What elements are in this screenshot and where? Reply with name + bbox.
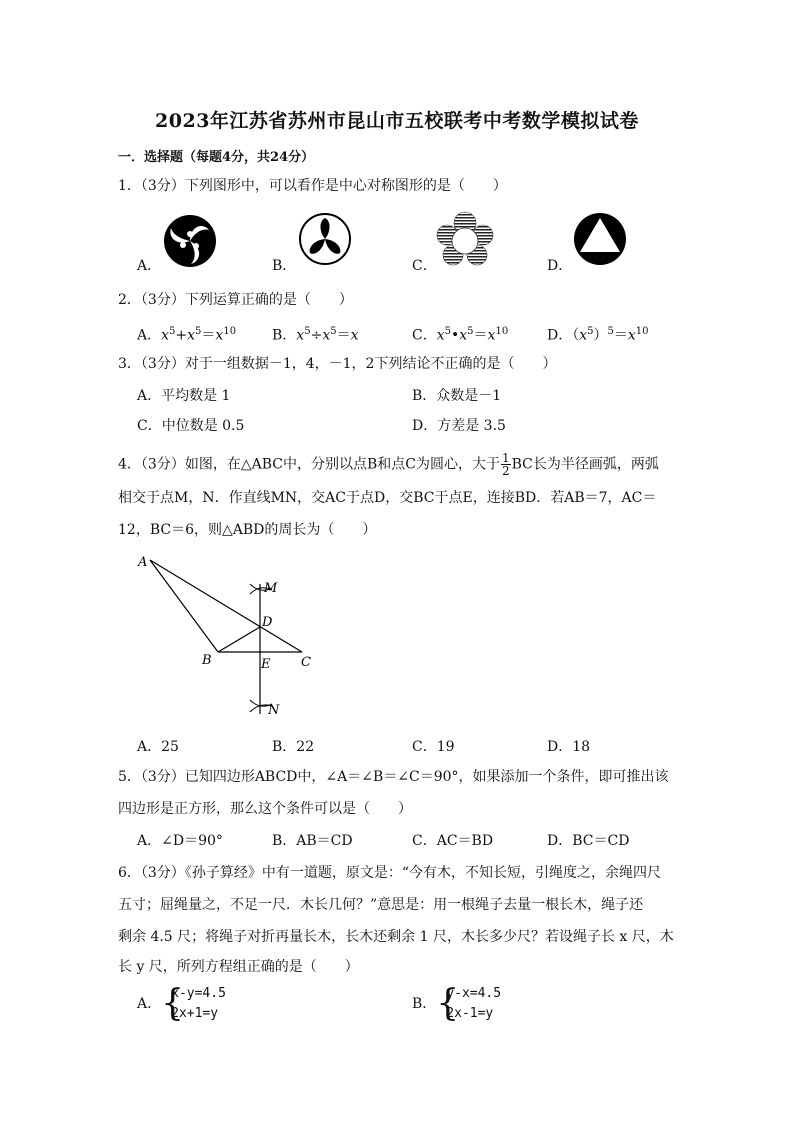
q4-line-1-start: 4．（3分）如图，在△ABC中，分别以点B和点C为圆心，大于 bbox=[118, 456, 500, 473]
segment-ac bbox=[150, 560, 302, 652]
brace-icon: { bbox=[436, 983, 460, 1024]
q6-line-2: 五寸；屈绳量之，不足一尺．木长几何？”意思是：用一根绳子去量一根长木，绳子还 bbox=[118, 897, 644, 913]
q4-option-d: D．18 bbox=[547, 739, 591, 755]
q6-line-4: 长 y 尺，所列方程组正确的是（ ） bbox=[118, 959, 359, 975]
q2-option-b-label: B． bbox=[272, 327, 297, 344]
q4-fraction bbox=[501, 452, 511, 477]
q4-option-c: C．19 bbox=[412, 739, 455, 755]
label-b: B bbox=[202, 653, 212, 668]
q1-stem: 1．（3分）下列图形中，可以看作是中心对称图形的是（ ） bbox=[118, 178, 507, 194]
q6-option-b-eq1: y-x=4.5 bbox=[446, 986, 502, 1001]
q6-option-a bbox=[137, 984, 226, 1024]
q1-figure-c bbox=[436, 211, 494, 267]
q6-option-a-eq1: x-y=4.5 bbox=[171, 986, 226, 1001]
q4-option-b: B．22 bbox=[272, 739, 315, 755]
label-m: M bbox=[264, 581, 278, 596]
q5-line-1: 5．（3分）已知四边形ABCD中，∠A＝∠B＝∠C＝90°，如果添加一个条件，即可推出该 bbox=[118, 769, 669, 785]
q5-option-d: D．BC＝CD bbox=[547, 833, 630, 849]
q2-stem: 2．（3分）下列运算正确的是（ ） bbox=[118, 292, 353, 308]
q3-option-c: C．中位数是 0.5 bbox=[137, 418, 245, 434]
q1-option-c: C． bbox=[412, 258, 437, 274]
q6-line-1: 6．（3分）《孙子算经》中有一道题，原文是：“今有木，不知长短，引绳度之，余绳四尺 bbox=[118, 865, 661, 881]
q6-option-b-label: B． bbox=[412, 996, 437, 1012]
q2-option-d: D．$(x^5)^5=x^{10}$ bbox=[547, 326, 649, 344]
q2-option-b: B．$x^5\div x^5=x$ bbox=[272, 326, 359, 344]
q2-option-c-label: C． bbox=[412, 327, 437, 344]
label-a: A bbox=[138, 555, 148, 570]
q5-line-2: 四边形是正方形，那么这个条件可以是（ ） bbox=[118, 801, 412, 817]
q4-line-1-end: BC长为半径画弧，两弧 bbox=[511, 456, 659, 473]
exam-title: 2023年江苏省苏州市昆山市五校联考中考数学模拟试卷 bbox=[155, 110, 639, 132]
q4-line-3: 12，BC＝6，则△ABD的周长为（ ） bbox=[118, 522, 377, 538]
q4-option-a: A．25 bbox=[137, 739, 179, 755]
q1-figure-d bbox=[573, 212, 627, 266]
q6-option-b-eq2: 2x-1=y bbox=[446, 1006, 494, 1021]
q1-figure-a bbox=[163, 214, 217, 268]
q3-option-b: B．众数是－1 bbox=[412, 388, 502, 404]
q1-option-a: A． bbox=[137, 258, 162, 274]
q6-option-a-eq2: 2x+1=y bbox=[171, 1006, 219, 1021]
segment-bd bbox=[218, 627, 260, 652]
q3-option-d: D．方差是 3.5 bbox=[412, 418, 506, 434]
q4-line-2: 相交于点M，N．作直线MN，交AC于点D，交BC于点E，连接BD．若AB＝7，AC＝ bbox=[118, 490, 657, 506]
q3-option-a: A．平均数是 1 bbox=[137, 388, 231, 404]
q5-option-c: C．AC＝BD bbox=[412, 833, 494, 849]
q4-fraction-numerator: 1 bbox=[501, 451, 510, 465]
q6-line-3: 剩余 4.5 尺；将绳子对折再量长木，长木还剩余 1 尺，木长多少尺？若设绳子长 x 尺，木 bbox=[118, 929, 674, 945]
q4-geometry-figure bbox=[130, 548, 330, 724]
q3-stem: 3．（3分）对于一组数据－1，4，－1，2下列结论不正确的是（ ） bbox=[118, 356, 557, 372]
section-heading: 一．选择题（每题4分，共24分） bbox=[118, 150, 315, 165]
q2-option-c: C．$x^5•x^5=x^{10}$ bbox=[412, 326, 509, 344]
brace-icon: { bbox=[161, 983, 185, 1024]
q5-option-b: B．AB＝CD bbox=[272, 833, 353, 849]
label-n: N bbox=[268, 703, 280, 718]
label-e: E bbox=[261, 657, 271, 672]
q4-fraction-denominator: 2 bbox=[501, 464, 510, 478]
q1-option-b: B． bbox=[272, 258, 297, 274]
q4-line-1 bbox=[118, 452, 659, 477]
q2-option-a: A．$x^5+x^5=x^{10}$ bbox=[137, 326, 237, 344]
q5-option-a: A．∠D＝90° bbox=[137, 833, 223, 849]
q6-option-b-system bbox=[436, 984, 501, 1024]
label-d: D bbox=[262, 615, 273, 630]
segment-ab bbox=[150, 560, 218, 652]
q6-option-b bbox=[412, 984, 501, 1024]
q2-option-a-label: A． bbox=[137, 327, 162, 344]
label-c: C bbox=[301, 655, 311, 670]
q6-option-a-label: A． bbox=[137, 996, 162, 1012]
q1-option-d: D． bbox=[547, 258, 573, 274]
q6-option-a-system bbox=[161, 984, 226, 1024]
q1-figure-b bbox=[298, 212, 352, 266]
q2-option-d-label: D． bbox=[547, 327, 573, 344]
